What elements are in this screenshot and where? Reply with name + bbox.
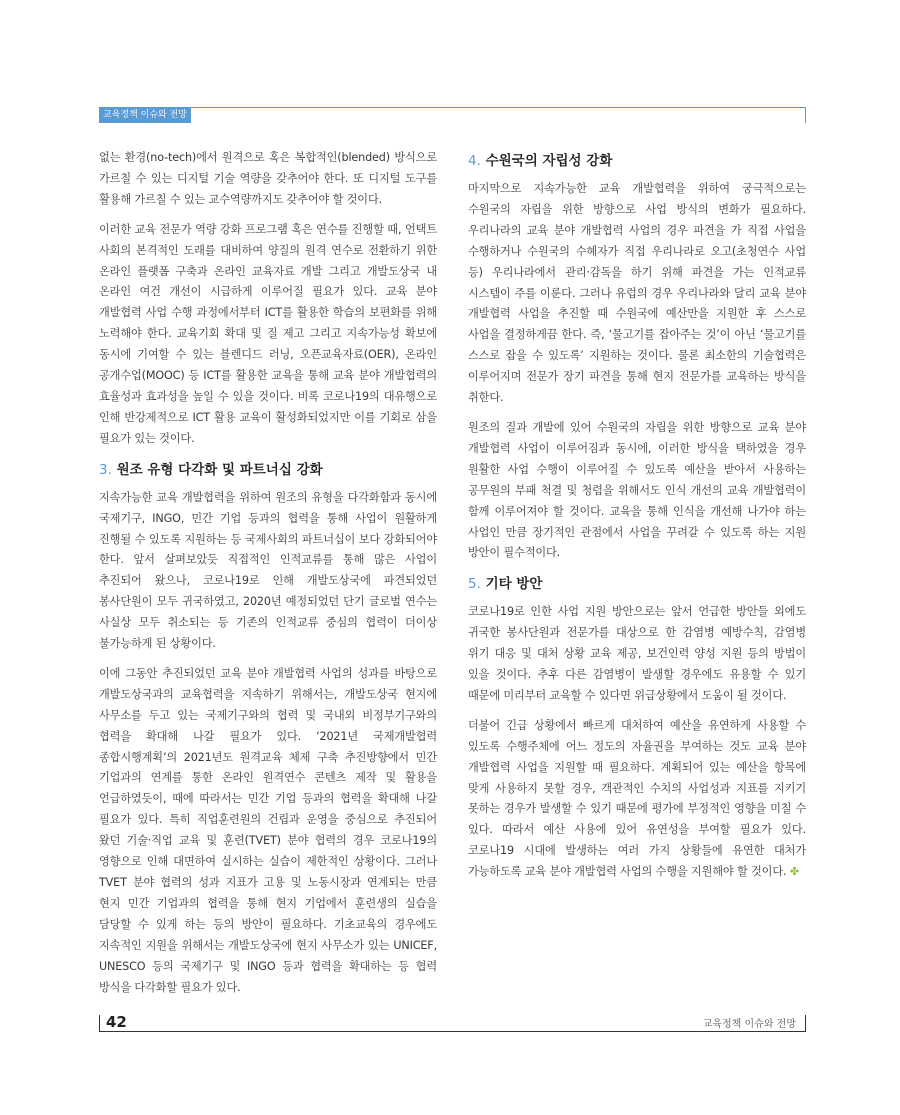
paragraph-last	[468, 716, 806, 883]
paragraph: 이러한 교육 전문가 역량 강화 프로그램 혹은 연수를 진행할 때, 언택트 사회의 본격적인 도래를 대비하여 양질의 원격 연수로 전환하기 위한 온라인 플랫폼 구축과 온라인 교육자료 개발 그리고 개발도상국 내 온라인 여건 개선이 시급하게 이루어질 필요가 있다. 교육 분야 개발협력 사업 수행 과정에서부터 ICT를 활용한 학습의 보편화를 위해 노력해야 한다. 교육기회 확대 및 질 제고 그리고 지속가능성 확보에 동시에 기여할 수 있는 블렌디드 러닝, 오픈교육자료(OER), 온라인 공개수업(MOOC) 등 ICT를 활용한 교육을 통해 교육 분야 개발협력의 효율성과 효과성을 높일 수 있을 것이다. 비록 코로나19의 대유행으로 인해 반강제적으로 ICT 활용 교육이 활성화되었지만 이를 기회로 삼을 필요가 있는 것이다.	[99, 222, 437, 445]
section-badge: 교육정책 이슈와 전망	[99, 108, 191, 123]
heading-title: 기타 방안	[485, 576, 543, 593]
paragraph: 없는 환경(no-tech)에서 원격으로 혹은 복합적인(blended) 방식으로 가르칠 수 있는 디지털 기술 역량을 갖추어야 한다. 또 디지털 도구를 활용해 가르칠 수 있는 교수역량까지도 갖추어야 할 것이다.	[99, 151, 437, 206]
heading-title: 수원국의 자립성 강화	[485, 153, 613, 169]
footer-tick-left	[99, 1015, 100, 1031]
paragraph: 지속가능한 교육 개발협력을 위하여 원조의 유형을 다각화함과 동시에 국제기구, INGO, 민간 기업 등과의 협력을 통해 사업이 원활하게 진행될 수 있도록 지원하는 등 국제사회의 파트너십이 보다 강화되어야 한다. 앞서 살펴보았듯 직접적인 인적교류를 통해 많은 사업이 추진되어 왔으나, 코로나19로 인해 개발도상국에 파견되었던 봉사단원이 모두 귀국하였고, 2020년 예정되었던 단기 글로벌 연수는 사실상 모두 취소되는 등 기존의 인적교류 중심의 협력이 더이상 불가능하게 된 상황이다.	[99, 490, 437, 651]
heading-number: 5.	[468, 576, 481, 593]
left-column	[99, 148, 437, 1007]
paragraph: 원조의 질과 개발에 있어 수원국의 자립을 위한 방향으로 교육 분야 개발협력 사업이 이루어짐과 동시에, 이러한 방식을 택하였을 경우 원활한 사업 수행이 이루어질 수 있도록 예산을 받아서 사용하는 공무원의 부패 척결 및 청렴을 위해서도 인식 개선의 교육 개발협력이 함께 이루어져야 할 것이다. 교육을 통해 인식을 개선해 나가야 하는 사업인 만큼 장기적인 관점에서 사업을 꾸려갈 수 있도록 하는 지원 방안이 필수적이다.	[468, 420, 806, 560]
section-heading-5	[468, 573, 806, 595]
running-footer-title: 교육정책 이슈와 전망	[702, 1019, 796, 1030]
header-rule	[99, 107, 806, 108]
section-heading-4	[468, 150, 806, 172]
header-tick	[805, 107, 806, 123]
footer-rule	[99, 1031, 806, 1032]
heading-number: 3.	[99, 461, 112, 478]
paragraph: 코로나19로 인한 사업 지원 방안으로는 앞서 언급한 방안들 외에도 귀국한 봉사단원과 전문가를 대상으로 한 감염병 예방수칙, 감염병 위기 대응 및 대처 상황 교육 제공, 보건인력 양성 지원 등의 방법이 있을 것이다. 추후 다른 감염병이 발생할 경우에도 유용할 수 있기 때문에 미리부터 교육할 수 있다면 위급상황에서 도움이 될 것이다.	[468, 605, 806, 702]
section-heading-3	[99, 459, 437, 481]
paragraph-text: 더불어 긴급 상황에서 빠르게 대처하여 예산을 유연하게 사용할 수 있도록 수행주체에 어느 정도의 자율권을 부여하는 것도 교육 분야 개발협력 사업을 지원할 때 필요하다. 계획되어 있는 예산을 항목에 맞게 사용하지 못할 경우, 객관적인 수치의 사업성과 지표를 지키기 못하는 경우가 발생할 수 있기 때문에 평가에 부정적인 영향을 미칠 수 있다. 따라서 예산 사용에 있어 유연성을 부여할 필요가 있다. 코로나19 시대에 발생하는 여러 가지 상황들에 유연한 대처가 가능하도록 교육 분야 개발협력 사업의 수행을 지원해야 할 것이다.	[468, 718, 806, 879]
clover-icon: ✤	[789, 865, 799, 879]
footer-tick-right	[805, 1015, 806, 1031]
paragraph: 이에 그동안 추진되었던 교육 분야 개발협력 사업의 성과를 바탕으로 개발도상국과의 교육협력을 지속하기 위해서는, 개발도상국 현지에 사무소를 두고 있는 국제기구와의 협력 및 국내외 비정부기구와의 협력을 확대해 나갈 필요가 있다. ‘2021년 국제개발협력 종합시행계획’의 2021년도 원격교육 체제 구축 추진방향에서 민간 기업과의 연계를 통한 온라인 원격연수 콘텐츠 제작 및 활용을 언급하였듯이, 때에 따라서는 민간 기업 등과의 협력을 확대해 나갈 필요가 있다. 특히 직업훈련원의 건립과 운영을 중심으로 추진되어 왔던 기술·직업 교육 및 훈련(TVET) 분야 협력의 경우 코로나19의 영향으로 인해 대면하여 실시하는 실습이 제한적인 상황이다. 그러나 TVET 분야 협력의 성과 지표가 고용 및 노동시장과 연계되는 만큼 현지 민간 기업과의 협력을 통해 현지 기업에서 훈련생의 실습을 담당할 수 있게 하는 등의 방안이 필요하다. 기초교육의 경우에도 지속적인 지원을 위해서는 개발도상국에 현지 사무소가 있는 UNICEF, UNESCO 등의 국제기구 및 INGO 등과 협력을 확대하는 등 협력 방식을 다각화할 필요가 있다.	[99, 666, 437, 994]
paragraph: 마지막으로 지속가능한 교육 개발협력을 위하여 궁극적으로는 수원국의 자립을 위한 방향으로 사업 방식의 변화가 필요하다. 우리나라의 교육 분야 개발협력 사업의 경우 파견을 가 직접 사업을 수행하거나 수원국의 수혜자가 직접 우리나라로 오고(초청연수 사업 등) 우리나라에서 관리·감독을 하기 위해 파견을 가는 인적교류 시스템이 주를 이룬다. 그러나 유럽의 경우 우리나라와 달리 교육 분야 개발협력 사업을 추진할 때 수원국에 예산만을 지원한 후 스스로 사업을 결정하게끔 한다. 즉, ‘물고기를 잡아주는 것’이 아닌 ‘물고기를 스스로 잡을 수 있도록’ 지원하는 것이다. 물론 최소한의 기술협력은 이루어지며 전문가 장기 파견을 통해 현지 전문가를 교육하는 방식을 취한다.	[468, 182, 806, 405]
page-number: 42	[106, 1013, 127, 1031]
heading-title: 원조 유형 다각화 및 파트너십 강화	[116, 461, 323, 478]
heading-number: 4.	[468, 153, 481, 169]
right-column	[468, 148, 806, 892]
